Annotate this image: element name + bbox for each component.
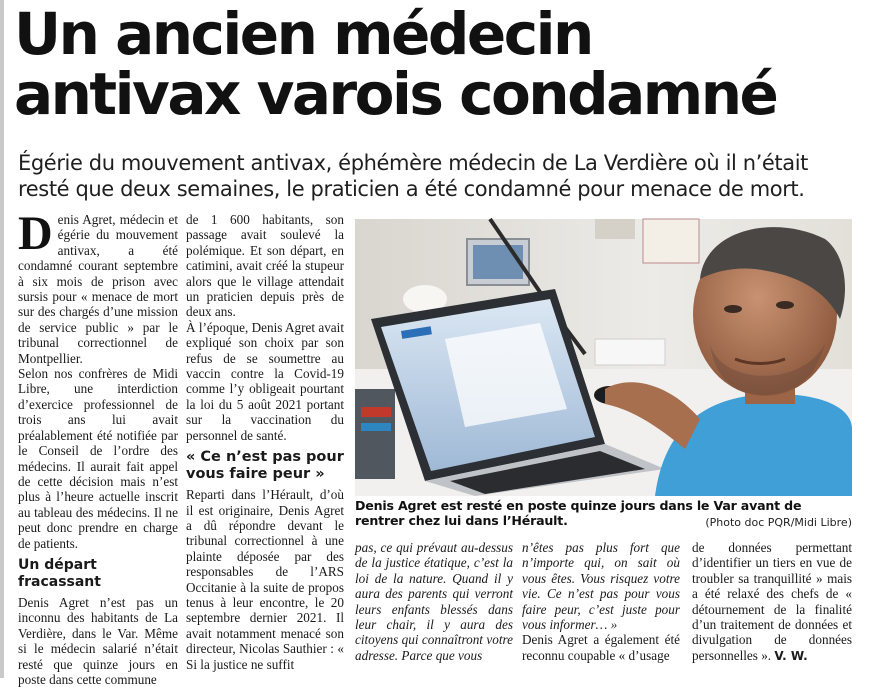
column-1 bbox=[18, 207, 178, 687]
paragraph: de données permettant d’identifier un tiers en vue de troubler sa tranquillité » mais a été relaxé des chefs de « détournement de la finalité d’un traitement de données et divulgation de données personnelles ». bbox=[692, 540, 852, 663]
column-3 bbox=[355, 540, 513, 663]
paragraph: n’êtes pas plus fort que n’importe qui, on sait où vous êtes. Vous risquez votre vie. Ce n’est pas pour vous faire peur, c’est juste pour vous informer… » bbox=[522, 540, 680, 633]
headline-line-2: antivax varois condamné bbox=[14, 60, 777, 128]
drop-cap: D bbox=[18, 207, 53, 260]
photo-illustration bbox=[355, 219, 852, 496]
author-signature: V. W. bbox=[774, 648, 808, 663]
photo-credit: (Photo doc PQR/Midi Libre) bbox=[705, 516, 852, 529]
paragraph: de 1 600 habitants, son passage avait soulevé la polémique. Et son départ, en catimini, avait créé la stupeur alors que le village attendait un praticien depuis près de deux ans. bbox=[186, 212, 344, 320]
column-2 bbox=[186, 212, 344, 672]
deck-subtitle: Égérie du mouvement antivax, éphémère médecin de La Verdière où il n’était resté que deux semaines, le praticien a été condamné pour menace de mort. bbox=[18, 151, 808, 201]
page-edge-rule bbox=[0, 0, 4, 678]
article-photo bbox=[355, 219, 852, 496]
subhead-depart: Un départ fracassant bbox=[18, 556, 101, 590]
headline-line-1: Un ancien médecin bbox=[14, 0, 592, 68]
subhead-quote: « Ce n’est pas pour vous faire peur » bbox=[186, 449, 344, 483]
column-4 bbox=[522, 540, 680, 663]
paragraph: Selon nos confrères de Midi Libre, une interdiction d’exercice professionnel de trois ans lui avait préalablement été notifiée par le Conseil de l’ordre des médecins. Il aurait fait appel de cette décision mais n’est plus à l’heure actuelle inscrit au tableau des médecins. Il ne peut donc prendre en charge de patients. bbox=[18, 366, 178, 551]
headline bbox=[14, 0, 864, 128]
paragraph: enis Agret, médecin et égérie du mouvement antivax, a été condamné courant septembre à six mois de prison avec sursis pour « menace de mort sur des chargés d’une mission de service public » par le tribunal correctionnel de Montpellier. bbox=[18, 212, 178, 366]
paragraph: Reparti dans l’Hérault, d’où il est originaire, Denis Agret a dû répondre devant le tribunal correctionnel à une plainte déposée par des responsables de l’ARS Occitanie à la suite de propos tenus à leur encontre, le 20 septembre dernier 2021. Il avait notamment menacé son directeur, Nicolas Sauthier : « Si la justice ne suffit bbox=[186, 487, 344, 672]
paragraph: pas, ce qui prévaut au-dessus de la justice étatique, c’est la loi de la nature. Quand il y aura des parents qui verront leurs enfants blessés dans leur chair, il y aura des citoyens qui connaîtront votre adresse. Parce que vous bbox=[355, 540, 513, 663]
paragraph: Denis Agret n’est pas un inconnu des habitants de La Verdière, dans le Var. Même si le médecin salarié n’était resté que quinze jours en poste dans cette commune bbox=[18, 594, 178, 687]
column-5 bbox=[692, 540, 852, 664]
photo-caption: Denis Agret est resté en poste quinze jours dans le Var avant de rentrer chez lui dans l’Hérault. bbox=[355, 498, 802, 528]
paragraph: À l’époque, Denis Agret avait expliqué son choix par son refus de se soumettre au vaccin contre la Covid-19 comme l’y obligeait pourtant la loi du 5 août 2021 portant sur la vaccination du personnel de santé. bbox=[186, 319, 344, 443]
paragraph: Denis Agret a également été reconnu coupable « d’usage bbox=[522, 632, 680, 663]
